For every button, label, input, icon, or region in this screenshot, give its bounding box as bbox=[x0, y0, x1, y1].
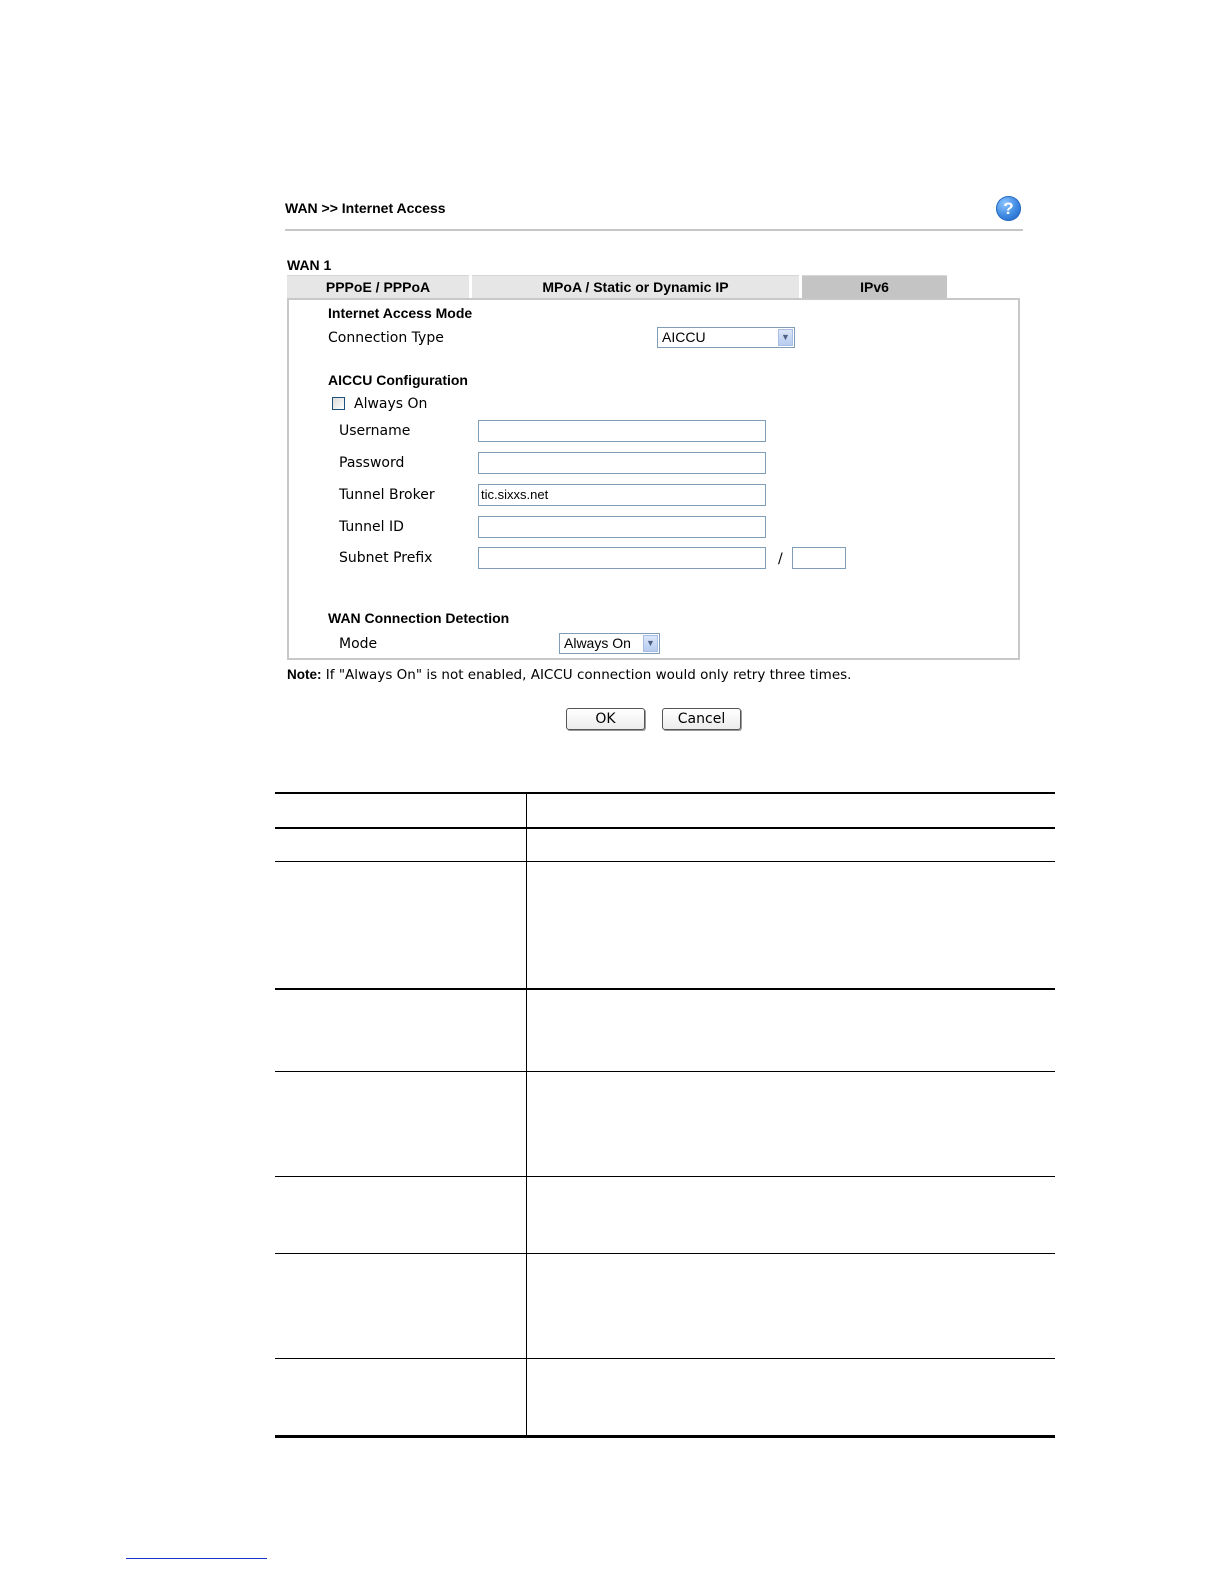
password-field[interactable] bbox=[478, 452, 766, 474]
prefix-separator: / bbox=[778, 551, 783, 567]
note bbox=[287, 667, 851, 683]
table-row-divider bbox=[275, 1358, 1055, 1359]
note-text: If "Always On" is not enabled, AICCU connection would only retry three times. bbox=[321, 667, 852, 683]
breadcrumb: WAN >> Internet Access bbox=[285, 200, 446, 216]
tab-pppoe-pppoa[interactable]: PPPoE / PPPoA bbox=[287, 275, 469, 298]
tab-ipv6[interactable]: IPv6 bbox=[802, 275, 947, 298]
detection-mode-value: Always On bbox=[564, 635, 631, 651]
connection-type-label: Connection Type bbox=[328, 330, 444, 346]
access-mode-heading: Internet Access Mode bbox=[328, 305, 473, 321]
footer-link-underline[interactable] bbox=[126, 1558, 267, 1559]
table-top-rule bbox=[275, 792, 1055, 794]
detection-heading: WAN Connection Detection bbox=[328, 610, 510, 626]
always-on-label: Always On bbox=[354, 396, 428, 412]
table-row-divider bbox=[275, 988, 1055, 990]
subnet-prefix-label: Subnet Prefix bbox=[339, 550, 433, 566]
cancel-button[interactable]: Cancel bbox=[662, 708, 741, 730]
connection-type-value: AICCU bbox=[662, 329, 706, 345]
username-field[interactable] bbox=[478, 420, 766, 442]
connection-type-select[interactable] bbox=[657, 327, 795, 348]
tab-mpoa-static-dynamic[interactable]: MPoA / Static or Dynamic IP bbox=[472, 275, 799, 298]
title-divider bbox=[285, 229, 1023, 231]
table-bottom-rule bbox=[275, 1435, 1055, 1438]
password-label: Password bbox=[339, 455, 405, 471]
chevron-down-icon: ▼ bbox=[643, 635, 658, 652]
table-row-divider bbox=[275, 1176, 1055, 1177]
subnet-prefix-field[interactable] bbox=[478, 547, 766, 569]
table-row-divider bbox=[275, 1071, 1055, 1072]
chevron-down-icon: ▼ bbox=[778, 329, 793, 346]
ok-button[interactable]: OK bbox=[566, 708, 645, 730]
section-title: WAN 1 bbox=[287, 257, 332, 273]
prefix-length-field[interactable] bbox=[792, 547, 846, 569]
aiccu-heading: AICCU Configuration bbox=[328, 372, 468, 388]
always-on-checkbox[interactable] bbox=[332, 397, 345, 410]
mode-label: Mode bbox=[339, 636, 378, 652]
tunnel-broker-label: Tunnel Broker bbox=[339, 487, 435, 503]
tunnel-id-label: Tunnel ID bbox=[339, 519, 404, 535]
settings-panel bbox=[287, 298, 1020, 660]
tunnel-broker-field[interactable]: tic.sixxs.net bbox=[478, 484, 766, 506]
table-row-divider bbox=[275, 1253, 1055, 1254]
tunnel-id-field[interactable] bbox=[478, 516, 766, 538]
note-prefix: Note: bbox=[287, 667, 322, 682]
table-header-rule bbox=[275, 827, 1055, 829]
table-column-divider bbox=[526, 793, 527, 1437]
help-icon[interactable]: ? bbox=[996, 196, 1021, 221]
table-row-divider bbox=[275, 861, 1055, 862]
detection-mode-select[interactable] bbox=[559, 633, 660, 654]
username-label: Username bbox=[339, 423, 411, 439]
